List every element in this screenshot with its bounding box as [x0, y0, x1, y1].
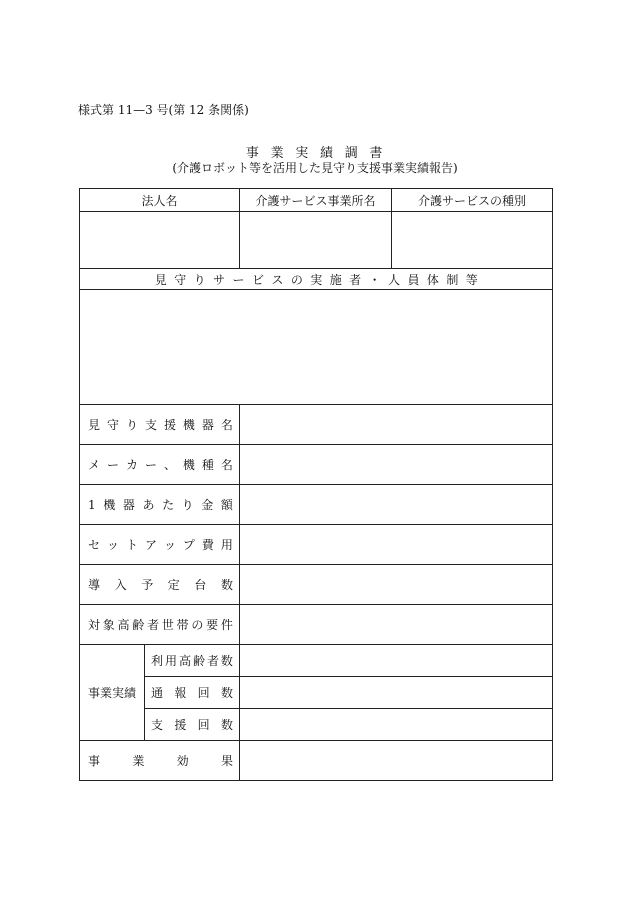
- corporation-name-field[interactable]: [80, 212, 239, 268]
- form-number: 様式第 11—3 号(第 12 条関係): [78, 103, 249, 117]
- label-device-name: 見 守 り 支 援 機 器 名: [88, 418, 233, 432]
- label-target-households: 対 象 高 齢 者 世 帯 の 要 件: [88, 618, 233, 632]
- header-corporation-name: 法人名: [141, 193, 178, 208]
- office-name-field[interactable]: [240, 212, 391, 268]
- staffing-field[interactable]: [80, 290, 552, 404]
- header-office-name: 介護サービス事業所名: [255, 193, 376, 208]
- unit-price-field[interactable]: [240, 485, 552, 524]
- label-reports: 通 報 回 数: [151, 686, 233, 700]
- header-service-type: 介護サービスの種別: [417, 193, 526, 208]
- maker-model-field[interactable]: [240, 445, 552, 484]
- label-effect: 事 業 効 果: [88, 754, 233, 768]
- label-support: 支 援 回 数: [151, 718, 233, 732]
- service-type-field[interactable]: [392, 212, 552, 268]
- users-field[interactable]: [240, 645, 552, 676]
- document-title: 事業実績調書: [245, 146, 395, 161]
- effect-field[interactable]: [240, 741, 552, 780]
- label-results-group: 事業実績: [87, 686, 136, 700]
- target-households-field[interactable]: [240, 605, 552, 644]
- staffing-heading: 見守りサービスの実施者・人員体制等: [154, 272, 486, 287]
- label-planned-units: 導 入 予 定 台 数: [88, 578, 233, 592]
- planned-units-field[interactable]: [240, 565, 552, 604]
- label-unit-price: 1 機 器 あ た り 金 額: [88, 497, 233, 512]
- support-field[interactable]: [240, 709, 552, 740]
- label-setup-cost: セ ッ ト ア ッ プ 費 用: [88, 538, 233, 552]
- reports-field[interactable]: [240, 677, 552, 708]
- label-users: 利 用 高 齢 者 数: [151, 654, 233, 668]
- setup-cost-field[interactable]: [240, 525, 552, 564]
- label-maker-model: メ ー カ ー 、 機 種 名: [88, 458, 233, 472]
- device-name-field[interactable]: [240, 405, 552, 444]
- document-subtitle: (介護ロボット等を活用した見守り支援事業実績報告): [172, 161, 458, 175]
